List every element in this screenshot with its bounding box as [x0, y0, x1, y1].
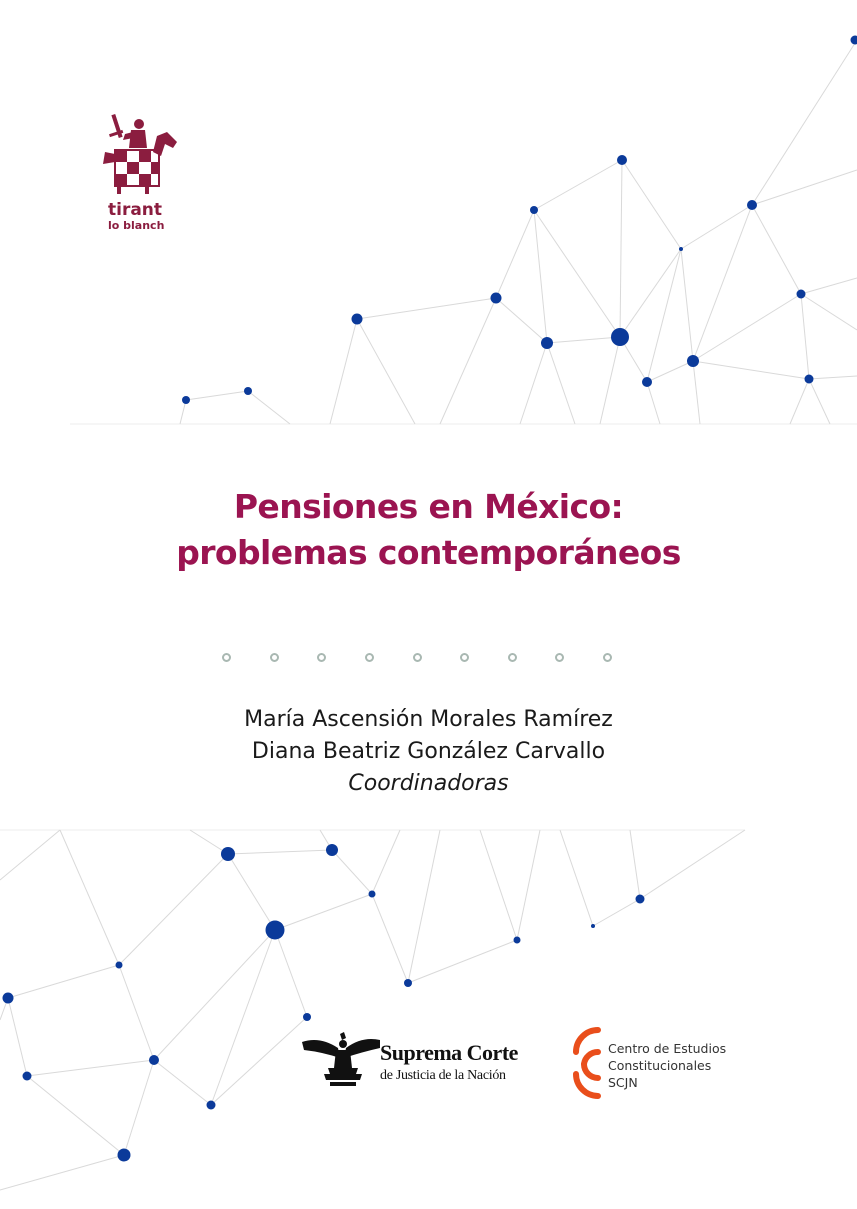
author-name: Diana Beatriz González Carvallo: [251, 739, 606, 764]
separator-dot: [555, 653, 564, 662]
cec-name-line: Constitucionales: [608, 1058, 712, 1073]
separator-dot: [413, 653, 422, 662]
separator-dot: [508, 653, 517, 662]
separator-dot: [603, 653, 612, 662]
publisher-logo: [96, 112, 186, 231]
cec-name-line: SCJN: [608, 1075, 638, 1090]
cec-logo: [568, 1022, 758, 1104]
scjn-name: Suprema Corte: [380, 1040, 518, 1065]
scjn-name-sub: de Justicia de la Nación: [380, 1068, 506, 1083]
separator-dots: [222, 651, 612, 665]
eagle-emblem-icon: [300, 1032, 382, 1088]
cec-name-line: Centro de Estudios: [608, 1041, 727, 1056]
separator-dot: [222, 653, 231, 662]
network-lines: [70, 40, 857, 424]
title-line-1: Pensiones en México:: [233, 487, 624, 526]
knight-icon: [101, 112, 181, 194]
scjn-logo: [300, 1032, 520, 1092]
publisher-name: tirant: [108, 200, 163, 220]
separator-dot: [365, 653, 374, 662]
separator-dot: [460, 653, 469, 662]
separator-dot: [270, 653, 279, 662]
network-graphic-bottom: [0, 820, 857, 1209]
network-lines: [0, 830, 745, 1190]
cec-emblem-icon: [568, 1022, 604, 1104]
network-nodes: [3, 844, 645, 1162]
author-name: María Ascensión Morales Ramírez: [244, 707, 613, 732]
network-nodes: [182, 36, 857, 405]
author-role: Coordinadoras: [348, 771, 509, 796]
authors-block: [0, 704, 857, 800]
title-line-2: problemas contemporáneos: [176, 533, 681, 572]
publisher-name-sub: lo blanch: [108, 219, 165, 232]
separator-dot: [317, 653, 326, 662]
book-title: [0, 484, 857, 576]
